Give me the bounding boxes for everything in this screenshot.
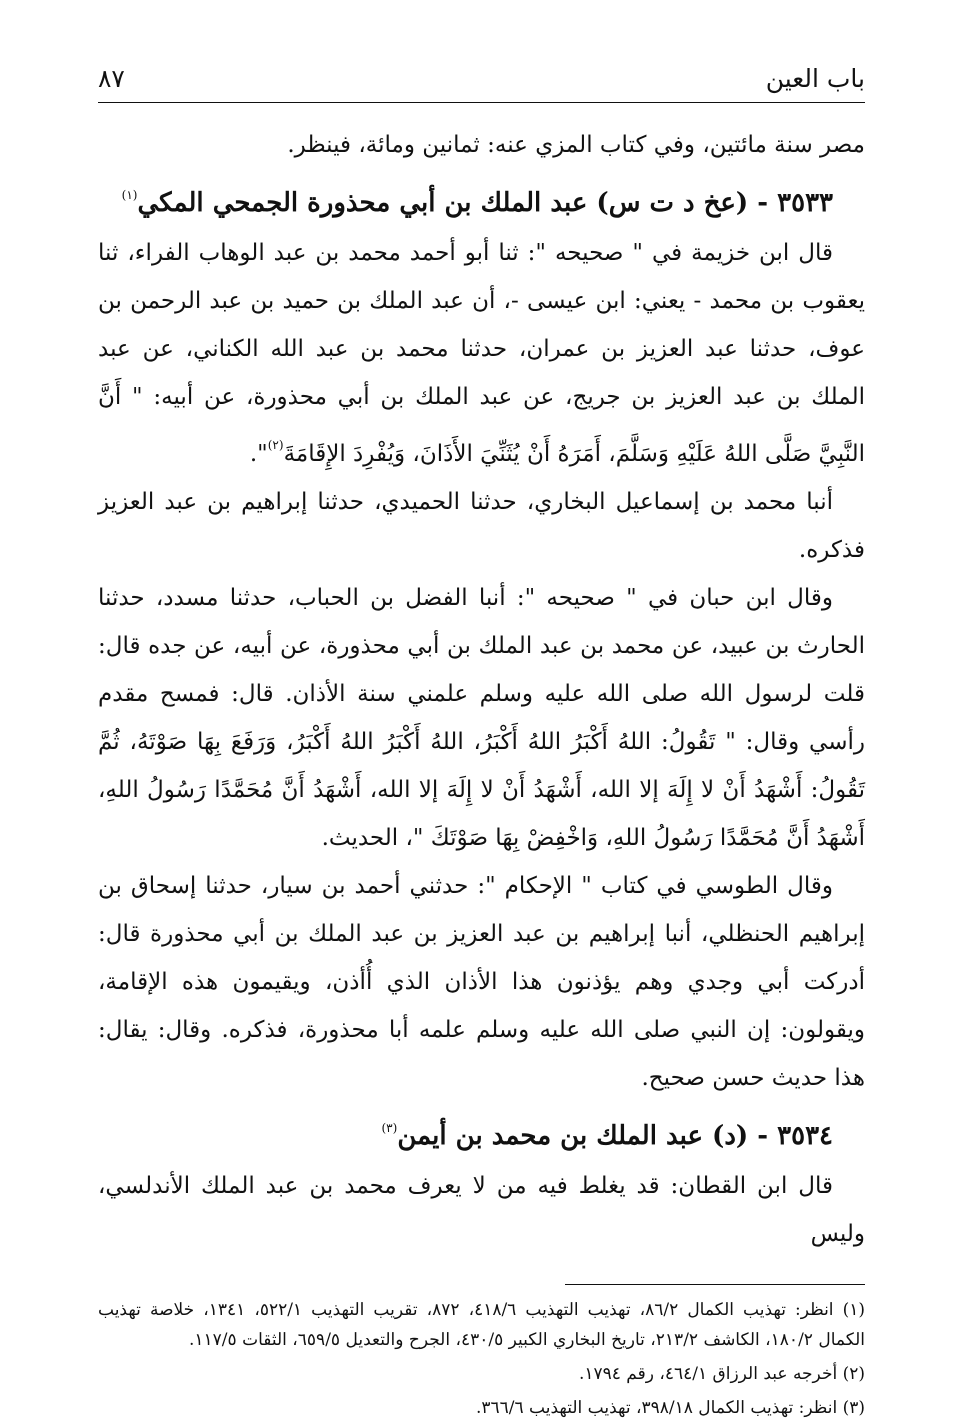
paragraph-bukhari: أنبا محمد بن إسماعيل البخاري، حدثنا الحميدي، حدثنا إبراهيم بن عبد العزيز فذكره. — [98, 489, 865, 563]
entry-heading-3534 — [98, 1102, 865, 1162]
page-number: ٨٧ — [98, 64, 125, 93]
running-head — [98, 60, 865, 98]
footnote-marker-1: (١) — [121, 188, 138, 202]
footnotes — [98, 1295, 865, 1423]
footnote-marker-3: (٣) — [381, 1121, 398, 1135]
entry-heading-text: ٣٥٣٤ - (د) عبد الملك بن محمد بن أيمن — [397, 1121, 833, 1151]
header-rule — [98, 102, 865, 103]
footnote-1: (١) انظر: تهذيب الكمال ٨٦/٢، تهذيب التهذيب ٤١٨/٦، ٨٧٢، تقريب التهذيب ٥٢٢/١، ١٣٤١، خلاصة تهذيب الكمال ١٨٠/٢، الكاشف ٢١٣/٢، تاريخ البخاري الكبير ٤٣٠/٥، الجرح والتعديل ٦٥٩/٥، الثقات ١١٧/٥. — [98, 1300, 865, 1350]
paragraph-ibn-khuzaymah — [98, 229, 865, 478]
main-text — [98, 121, 865, 1258]
footnote-2: (٢) أخرجه عبد الرزاق ٤٦٤/١، رقم ١٧٩٤. — [578, 1364, 865, 1384]
paragraph-ibn-al-qattan: قال ابن القطان: قد يغلط فيه من لا يعرف محمد بن عبد الملك الأندلسي، وليس — [98, 1173, 865, 1247]
book-page — [98, 60, 865, 1418]
paragraph-ibn-hibban: وقال ابن حبان في " صحيحه ": أنبا الفضل بن الحباب، حدثنا مسدد، حدثنا الحارث بن عبيد، عن محمد بن عبد الملك بن أبي محذورة، عن أبيه، عن جده قال: قلت لرسول الله صلى الله عليه وسلم علمني سنة الأذان. قال: فمسح مقدم رأسي وقال: " تَقُولُ: اللهُ أَكْبَرُ اللهُ أَكْبَرُ، اللهُ أَكْبَرُ اللهُ أَكْبَرُ، وَرَفَعَ بِهَا صَوْتَهُ، ثُمَّ تَقُولُ: أَشْهَدُ أَنْ لا إِلَهَ إلا الله، أَشْهَدُ أَنْ لا إِلَهَ إلا الله، أَشْهَدُ أَنَّ مُحَمَّدًا رَسُولُ اللهِ، أَشْهَدُ أَنَّ مُحَمَّدًا رَسُولُ اللهِ، وَاخْفِضْ بِهَا صَوْتَكَ "، الحديث. — [98, 585, 865, 851]
footnote-marker-2: (٢) — [267, 438, 284, 452]
footnote-3: (٣) انظر: تهذيب الكمال ٣٩٨/١٨، تهذيب التهذيب ٣٦٦/٦. — [475, 1398, 865, 1418]
paragraph-continuation: مصر سنة مائتين، وفي كتاب المزي عنه: ثمانين ومائة، فينظر. — [287, 132, 865, 158]
footnote-rule — [565, 1284, 865, 1285]
paragraph-text: قال ابن خزيمة في " صحيحه ": ثنا أبو أحمد محمد بن عبد الوهاب الفراء، ثنا يعقوب بن محمد - يعني: ابن عيسى -، أن عبد الملك بن حميد بن عبد الرحمن بن عوف، حدثنا عبد العزيز بن عمران، حدثنا محمد بن عبد الله الكناني، عن عبد الملك بن عبد العزيز بن جريج، عن عبد الملك بن أبي محذورة، عن أبيه: " أَنَّ النَّبِيَّ صَلَّى اللهُ عَلَيْهِ وَسَلَّمَ، أَمَرَهُ أَنْ يُثَنِّيَ الأَذَانَ، وَيُفْرِدَ الإِقَامَةَ — [98, 240, 865, 467]
quote-close: ". — [249, 441, 268, 467]
chapter-title: باب العين — [765, 64, 865, 93]
paragraph-tusi: وقال الطوسي في كتاب " الإحكام ": حدثني أحمد بن سيار، حدثنا إسحاق بن إبراهيم الحنظلي، أنبا إبراهيم بن عبد العزيز بن عبد الملك بن أبي محذورة قال: أدركت أبي وجدي وهم يؤذنون هذا الأذان الذي أُأذن، ويقيمون هذه الإقامة، ويقولون: إن النبي صلى الله عليه وسلم علمه أبا محذورة، فذكره. وقال: يقال: هذا حديث حسن صحيح. — [98, 873, 865, 1091]
entry-heading-text: ٣٥٣٣ - (عخ د ت س) عبد الملك بن أبي محذورة الجمحي المكي — [137, 188, 833, 218]
entry-heading-3533 — [98, 169, 865, 229]
